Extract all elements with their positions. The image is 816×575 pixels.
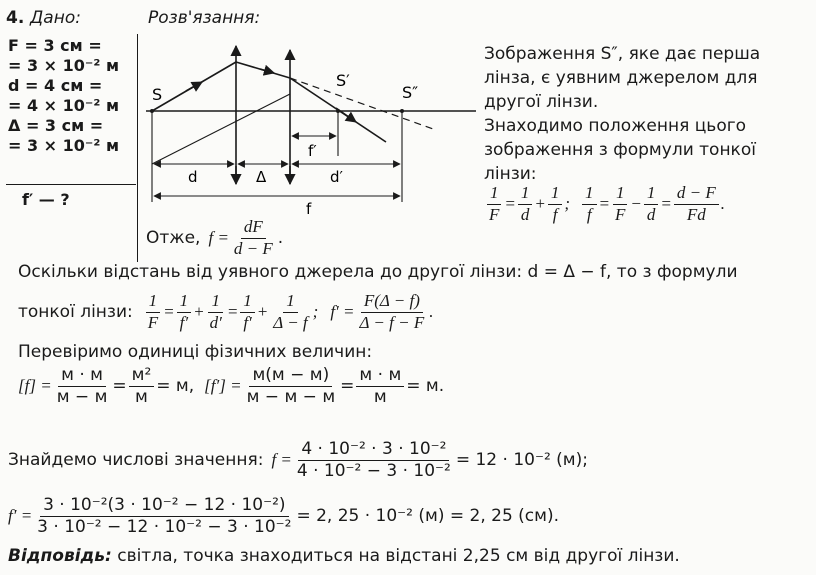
answer xyxy=(8,546,680,566)
formula-op: f′ = xyxy=(330,302,355,322)
formula-num: 1 xyxy=(283,292,298,313)
text-line: зображення з формули тонкої xyxy=(484,140,756,160)
therefore-den: d − F xyxy=(233,238,273,258)
formula-num: 1 xyxy=(240,292,255,313)
formula-den: м xyxy=(135,386,148,407)
formula-den: Δ − f xyxy=(273,312,308,332)
text-line: лінза, є уявним джерелом для xyxy=(484,68,758,88)
formula-op: + xyxy=(193,302,205,322)
therefore-text: Отже, xyxy=(146,228,201,249)
given-line: d = 4 см = xyxy=(8,76,103,95)
text-line: лінзи: xyxy=(484,164,537,184)
units-formula xyxy=(18,366,444,406)
formula-den: Fd xyxy=(686,204,706,224)
formula-num: F(Δ − f) xyxy=(361,292,423,313)
formula-den: Δ − f − F xyxy=(359,312,425,332)
formula-den: f′ xyxy=(179,312,189,332)
formula-den: d′ xyxy=(209,312,222,332)
paragraph-formula xyxy=(18,292,433,332)
label-f: f xyxy=(306,200,312,218)
units-heading: Перевіримо одиниці фізичних величин: xyxy=(18,342,373,362)
label-dprime: d′ xyxy=(330,168,343,186)
label-s: S xyxy=(152,85,163,104)
given-line: = 3 × 10⁻² м xyxy=(8,136,120,155)
formula-num: м(м − м) xyxy=(249,366,332,387)
formula-den: d xyxy=(646,204,656,224)
formula-den: 3 · 10⁻² − 12 · 10⁻² − 3 · 10⁻² xyxy=(37,516,292,537)
formula-op: − xyxy=(630,194,642,214)
formula-op: ; xyxy=(312,302,319,322)
label-fprime: f′ xyxy=(308,142,317,160)
given-line: Δ = 3 см = xyxy=(8,116,104,135)
formula-op: = xyxy=(660,194,672,214)
numeric-formula-f xyxy=(8,440,588,480)
numeric-lhs: f′ = xyxy=(8,506,33,526)
answer-text: світла, точка знаходиться на відстані 2,25 см від другої лінзи. xyxy=(111,546,680,566)
formula-op: = xyxy=(112,376,127,397)
formula-den: f xyxy=(586,204,592,224)
given-divider xyxy=(6,184,136,185)
construction-line xyxy=(152,94,290,164)
numeric-formula-fprime xyxy=(8,496,559,536)
formula-num: 1 xyxy=(146,292,161,313)
formula-op: = xyxy=(598,194,611,214)
formula-num: м · м xyxy=(356,366,404,387)
formula-op: . xyxy=(429,302,434,322)
formula-op: = xyxy=(340,376,355,397)
numeric-result: = 12 · 10⁻² (м); xyxy=(455,450,588,471)
therefore-lhs: f = xyxy=(208,228,229,248)
formula-num: 1 xyxy=(518,184,533,205)
formula-num: d − F xyxy=(674,184,719,205)
right-explanation xyxy=(484,42,760,186)
numeric-result: = 2, 25 · 10⁻² (м) = 2, 25 (см). xyxy=(296,506,560,527)
given-label: Дано: xyxy=(30,8,81,28)
formula-op: = м. xyxy=(406,376,445,397)
formula-den: м xyxy=(373,386,387,407)
optics-diagram xyxy=(140,36,480,226)
given-line: = 3 × 10⁻² м xyxy=(8,56,120,75)
text-line: Зображення S″, яке дає перша xyxy=(484,44,761,64)
label-s1: S′ xyxy=(336,71,350,90)
given-line: F = 3 см = xyxy=(8,36,102,55)
units-lhs: [f] = xyxy=(18,376,52,396)
find-label: f′ — ? xyxy=(22,190,70,209)
formula-num: м² xyxy=(129,366,155,387)
formula-den: f′ xyxy=(243,312,252,332)
formula-num: 1 xyxy=(177,292,192,313)
formula-num: 1 xyxy=(548,184,563,205)
formula-den: F xyxy=(615,204,626,224)
label-s2: S″ xyxy=(402,83,419,102)
text-line: Знаходимо положення цього xyxy=(484,116,747,136)
formula-op: = м, xyxy=(156,376,195,397)
label-d: d xyxy=(188,168,198,186)
formula-op: ; xyxy=(564,194,571,214)
formula-num: м · м xyxy=(58,366,106,387)
formula-op: . xyxy=(720,194,725,214)
therefore-end: . xyxy=(277,228,284,249)
formula-num: 1 xyxy=(208,292,223,313)
ray-arrow xyxy=(186,82,202,91)
solution-label: Розв'язання: xyxy=(148,8,261,28)
formula-op: = xyxy=(504,194,516,214)
formula-num: 3 · 10⁻²(3 · 10⁻² − 12 · 10⁻²) xyxy=(40,496,288,517)
numeric-label: Знайдемо числові значення: xyxy=(8,450,264,471)
formula-den: d xyxy=(520,204,530,224)
answer-label: Відповідь: xyxy=(8,546,112,566)
formula-op: = xyxy=(226,302,239,322)
problem-number: 4. xyxy=(6,8,25,28)
label-delta: Δ xyxy=(256,168,267,186)
paragraph-line: Оскільки відстань від уявного джерела до другої лінзи: d = Δ − f, то з формули xyxy=(18,262,738,282)
formula-den: м − м − м xyxy=(246,386,336,407)
ray-arrow xyxy=(260,69,274,73)
formula-op: + xyxy=(256,302,269,322)
formula-den: м − м xyxy=(56,386,108,407)
given-vertical-divider xyxy=(137,34,138,262)
therefore-num: dF xyxy=(241,218,266,239)
formula-den: f xyxy=(552,204,558,224)
formula-op: + xyxy=(534,194,546,214)
formula-num: 1 xyxy=(582,184,597,205)
numeric-lhs: f = xyxy=(271,450,292,470)
paragraph-prefix: тонкої лінзи: xyxy=(18,302,133,323)
formula-num: 1 xyxy=(644,184,659,205)
formula-den: F xyxy=(489,204,500,224)
formula-op: = xyxy=(163,302,175,322)
formula-num: 1 xyxy=(613,184,628,205)
formula-num: 4 · 10⁻² · 3 · 10⁻² xyxy=(298,440,449,461)
given-line: = 4 × 10⁻² м xyxy=(8,96,120,115)
formula-num: 1 xyxy=(487,184,502,205)
lens-formula xyxy=(484,184,725,224)
given-block xyxy=(8,36,119,156)
text-line: другої лінзи. xyxy=(484,92,599,112)
therefore-formula xyxy=(146,218,283,258)
formula-den: F xyxy=(147,312,159,332)
units-lhs: [f′] = xyxy=(204,376,242,396)
formula-den: 4 · 10⁻² − 3 · 10⁻² xyxy=(296,460,451,481)
